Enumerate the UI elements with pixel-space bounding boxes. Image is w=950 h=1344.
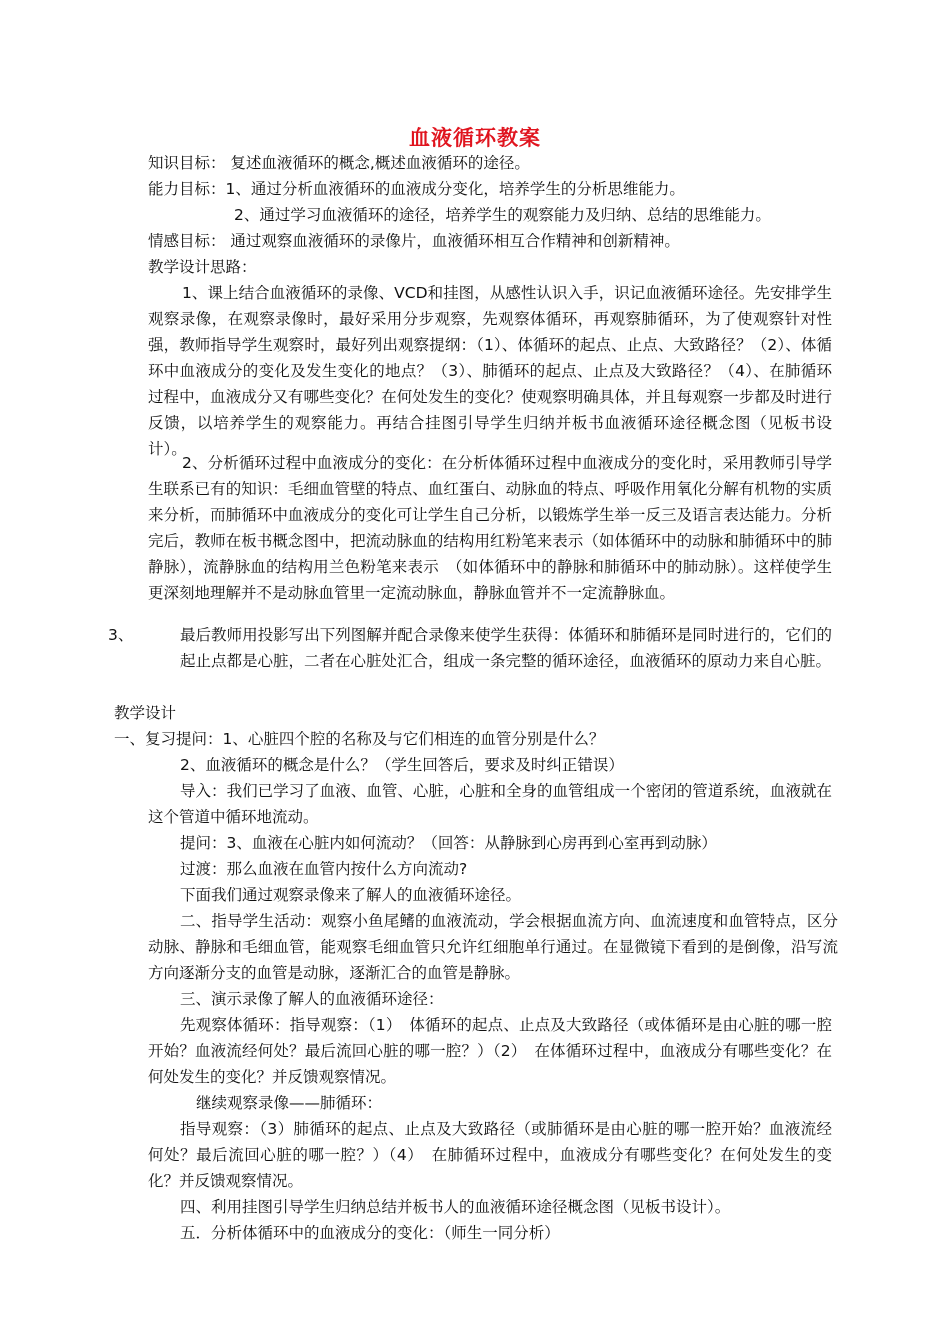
review-question-1: 一、复习提问：1、心脏四个腔的名称及与它们相连的血管分别是什么？	[114, 730, 605, 748]
knowledge-objective: 知识目标： 复述血液循环的概念,概述血液循环的途径。	[148, 154, 530, 172]
section-5-line: 五．分析体循环中的血液成分的变化：（师生一同分析）	[180, 1224, 560, 1242]
design-idea-paragraph-2: 2、分析循环过程中血液成分的变化：在分析体循环过程中血液成分的变化时，采用教师引导学生联系已有的知识：毛细血管壁的特点、血红蛋白、动脉血的特点、呼吸作用氧化分解有机物的实质来分析，而肺循环中血液成分的变化可让学生自己分析，以锻炼学生举一反三及语言表达能力。分析完后，教师在板书概念图中，把流动脉血的结构用红粉笔来表示（如体循环中的动脉和肺循环中的肺静脉），流静脉血的结构用兰色粉笔来表示 （如体循环中的静脉和肺循环中的肺动脉）。这样使学生更深刻地理解并不是动脉血管里一定流动脉血，静脉血管并不一定流静脉血。	[148, 454, 832, 602]
ability-objective-1: 能力目标：1、通过分析血液循环的血液成分变化，培养学生的分析思维能力。	[148, 180, 685, 198]
next-step-line: 下面我们通过观察录像来了解人的血液循环途径。	[180, 886, 522, 904]
systemic-circulation-paragraph: 先观察体循环：指导观察：（1） 体循环的起点、止点及大致路径（或体循环是由心脏的哪一腔开始？血液流经何处？最后流回心脏的哪一腔？）（2） 在体循环过程中，血液成分有哪些变化？在何处发生的变化？并反馈观察情况。	[148, 1016, 832, 1086]
document-title: 血液循环教案	[409, 126, 541, 150]
emotion-objective: 情感目标： 通过观察血液循环的录像片，血液循环相互合作精神和创新精神。	[148, 232, 680, 250]
teaching-design-heading: 教学设计	[114, 704, 177, 722]
section-3-heading: 三、演示录像了解人的血液循环途径：	[180, 990, 444, 1008]
transition-line: 过渡：那么血液在血管内按什么方向流动?	[180, 860, 468, 878]
design-idea-paragraph-1: 1、课上结合血液循环的录像、VCD和挂图，从感性认识入手，识记血液循环途径。先安排学生观察录像，在观察录像时，最好采用分步观察，先观察体循环，再观察肺循环，为了使观察针对性强，教师指导学生观察时，最好列出观察提纲：（1）、体循环的起点、止点、大致路径？（2）、体循环中血液成分的变化及发生变化的地点？（3）、肺循环的起点、止点及大致路径？（4）、在肺循环过程中，血液成分又有哪些变化？在何处发生的变化？使观察明确具体，并且每观察一步都及时进行反馈，以培养学生的观察能力。再结合挂图引导学生归纳并板书血液循环途径概念图（见板书设计）。	[148, 284, 832, 458]
continue-observation-line: 继续观察录像——肺循环：	[196, 1094, 383, 1112]
design-idea-paragraph-3: 最后教师用投影写出下列图解并配合录像来使学生获得：体循环和肺循环是同时进行的，它们的起止点都是心脏，二者在心脏处汇合，组成一条完整的循环途径，血液循环的原动力来自心脏。	[180, 626, 832, 670]
review-question-2: 2、血液循环的概念是什么？（学生回答后，要求及时纠正错误）	[180, 756, 624, 774]
ability-objective-2: 2、通过学习血液循环的途径，培养学生的观察能力及归纳、总结的思维能力。	[234, 206, 771, 224]
question-3: 提问：3、血液在心脏内如何流动？（回答：从静脉到心房再到心室再到动脉）	[180, 834, 717, 852]
pulmonary-circulation-paragraph: 指导观察：（3）肺循环的起点、止点及大致路径（或肺循环是由心脏的哪一腔开始？血液流经何处？最后流回心脏的哪一腔？）（4） 在肺循环过程中，血液成分有哪些变化？在何处发生的变化？并反馈观察情况。	[148, 1120, 832, 1190]
section-2-paragraph: 二、指导学生活动：观察小鱼尾鳍的血液流动，学会根据血流方向、血流速度和血管特点，区分动脉、静脉和毛细血管，能观察毛细血管只允许红细胞单行通过。在显微镜下看到的是倒像，沿写流方向逐渐分支的血管是动脉，逐渐汇合的血管是静脉。	[148, 912, 838, 982]
introduction-paragraph: 导入：我们已学习了血液、血管、心脏，心脏和全身的血管组成一个密闭的管道系统，血液就在这个管道中循环地流动。	[148, 782, 832, 826]
design-idea-heading: 教学设计思路：	[148, 258, 257, 276]
design-idea-item-3-number: 3、	[108, 626, 134, 644]
section-4-line: 四、利用挂图引导学生归纳总结并板书人的血液循环途径概念图（见板书设计）。	[180, 1198, 731, 1216]
